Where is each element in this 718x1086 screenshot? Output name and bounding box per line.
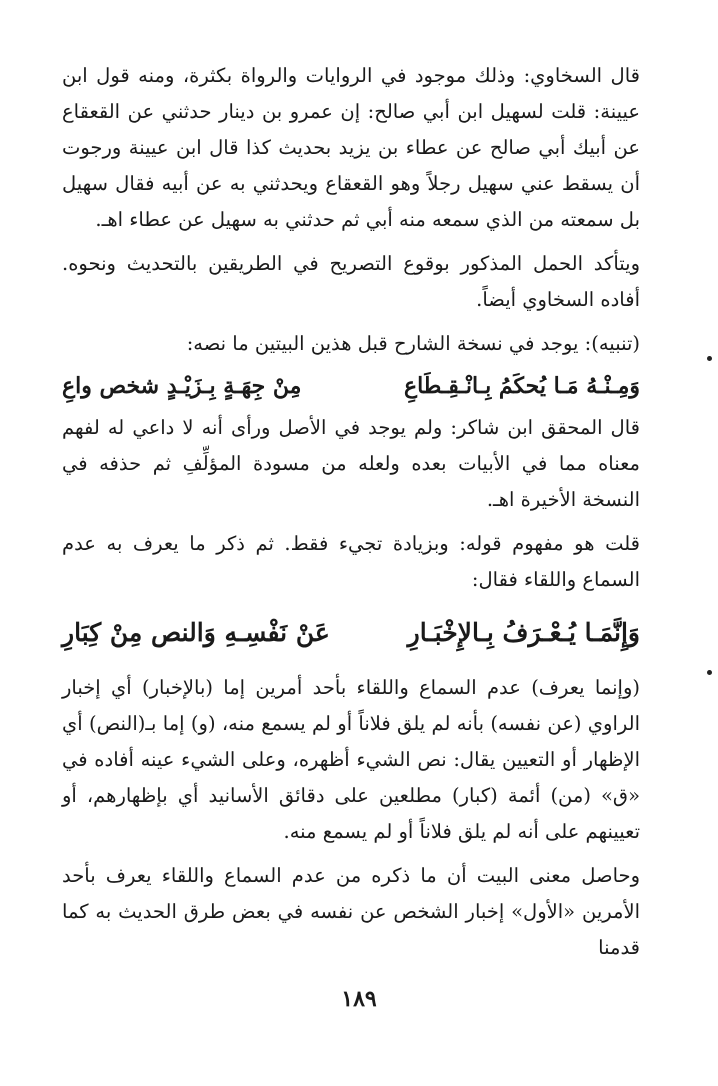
paragraph-sakhawi-quote: قال السخاوي: وذلك موجود في الروايات والرواة بكثرة، ومنه قول ابن عيينة: قلت لسهيل ابن أبي صالح: إن عمرو بن دينار حدثني عن القعقاع عن أبيك أبي صالح عن عطاء بن يزيد بحديث كذا قال ابن عيينة ورجوت أن يسقط عني سهيل رجلاً وهو القعقاع ويحدثني به عن أبيه فقال سهيل بل سمعته من الذي سمعه منه أبي ثم حدثني به سهيل عن عطاء اهـ. xyxy=(62,64,640,231)
margin-dot xyxy=(707,670,712,675)
document-body xyxy=(62,58,640,966)
verse-1-second-hemistich: مِنْ جِهَـةٍ بِـزَيْـدٍ شخص واعِ xyxy=(62,373,302,399)
verse-1-first-hemistich: وَمِـنْـهُ مَـا يُحكَمُ بِـانْـقِـطَاعِ xyxy=(403,373,640,399)
verse-2-second-hemistich: عَنْ نَفْسِـهِ وَالنص مِنْ كِبَارِ xyxy=(62,618,330,647)
paragraph-ibn-shakir: قال المحقق ابن شاكر: ولم يوجد في الأصل ورأى أنه لا داعي له لفهم معناه مما في الأبيات بعده ولعله من مسودة المؤلِّفِ ثم حذفه في النسخة الأخيرة اهـ. xyxy=(62,416,640,511)
paragraph-confirmation: ويتأكد الحمل المذكور بوقوع التصريح في الطريقين بالتحديث ونحوه. أفاده السخاوي أيضاً. xyxy=(62,252,640,311)
margin-dot xyxy=(707,356,712,361)
paragraph-mafhum: قلت هو مفهوم قوله: وبزيادة تجيء فقط. ثم ذكر ما يعرف به عدم السماع واللقاء فقال: xyxy=(62,532,640,591)
paragraph-commentary: (وإنما يعرف) عدم السماع واللقاء بأحد أمرين إما (بالإخبار) أي إخبار الراوي (عن نفسه) بأنه لم يلق فلاناً أو لم يسمع منه، (و) إما بـ(النص) أي الإظهار أو التعيين يقال: نص الشيء أظهره، وعلى الشيء عينه أفاده في «ق» (من) أئمة (كبار) مطلعين على دقائق الأسانيد أي بإظهارهم، أو تعيينهم على أنه لم يلق فلاناً أو لم يسمع منه. xyxy=(62,676,640,843)
verse-line-1 xyxy=(62,366,640,406)
verse-line-2 xyxy=(62,608,640,658)
verse-2-first-hemistich: وَإِنَّمَـا يُـعْـرَفُ بِـالإِخْبَـارِ xyxy=(407,618,640,647)
paragraph-summary: وحاصل معنى البيت أن ما ذكره من عدم السماع واللقاء يعرف بأحد الأمرين «الأول» إخبار الشخص عن نفسه في بعض طرق الحديث به كما قدمنا xyxy=(62,864,640,959)
paragraph-note: (تنبيه): يوجد في نسخة الشارح قبل هذين البيتين ما نصه: xyxy=(186,332,640,355)
page-number: ١٨٩ xyxy=(341,986,377,1012)
